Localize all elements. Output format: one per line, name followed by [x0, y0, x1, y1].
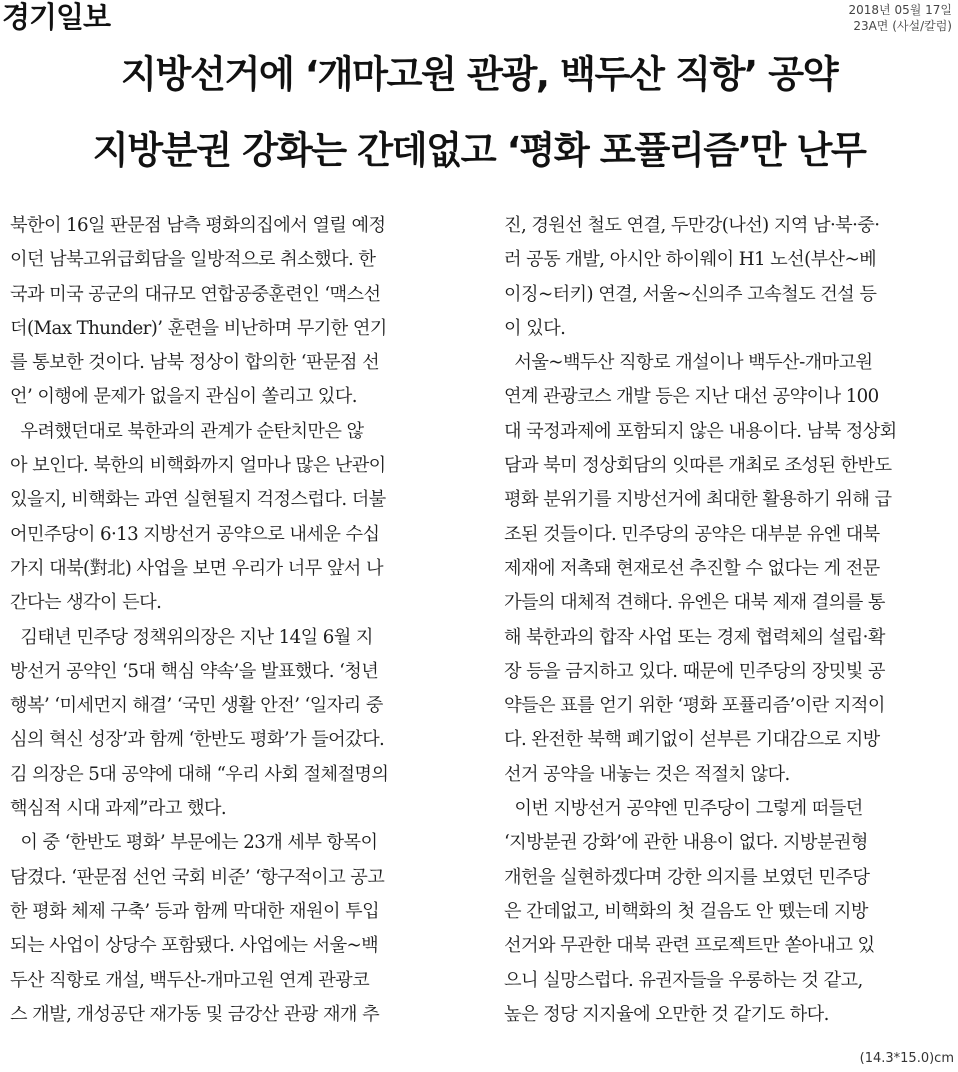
- article-text-line: ‘지방분권 강화’에 관한 내용이 없다. 지방분권형: [504, 832, 868, 854]
- article-text-line: 되는 사업이 상당수 포함됐다. 사업에는 서울~백: [10, 935, 379, 957]
- article-text-line: 높은 정당 지지율에 오만한 것 같기도 하다.: [504, 1003, 829, 1025]
- article-text-line: 선거 공약을 내놓는 것은 적절치 않다.: [504, 763, 790, 785]
- article-text-line: 은 간데없고, 비핵화의 첫 걸음도 안 뗐는데 지방: [504, 900, 868, 922]
- article-text-line: 해 북한과의 합작 사업 또는 경제 협력체의 설립·확: [504, 626, 885, 648]
- article-text-line: 한 평화 체제 구축’ 등과 함께 막대한 재원이 투입: [10, 900, 380, 922]
- article-text-line: 이징~터키) 연결, 서울~신의주 고속철도 건설 등: [504, 283, 877, 305]
- article-text-line: 국과 미국 공군의 대규모 연합공중훈련인 ‘맥스선: [10, 283, 381, 305]
- article-text-line: 대 국정과제에 포함되지 않은 내용이다. 남북 정상회: [504, 420, 897, 442]
- article-text-line: 개헌을 실현하겠다며 강한 의지를 보였던 민주당: [504, 866, 870, 888]
- article-text-line: 심의 혁신 성장’과 함께 ‘한반도 평화’가 들어갔다.: [10, 729, 385, 751]
- article-text-line: 서울~백두산 직항로 개설이나 백두산-개마고원: [504, 352, 873, 374]
- article-text-line: 이 있다.: [504, 317, 566, 339]
- article-text-line: 핵심적 시대 과제”라고 했다.: [10, 798, 227, 820]
- article-text-line: 가들의 대체적 견해다. 유엔은 대북 제재 결의를 통: [504, 592, 885, 614]
- article-text-line: 담과 북미 정상회담의 잇따른 개최로 조성된 한반도: [504, 455, 892, 477]
- article-text-line: 연계 관광코스 개발 등은 지난 대선 공약이나 100: [504, 386, 879, 408]
- article-meta: [849, 2, 952, 34]
- article-text-line: 김태년 민주당 정책위의장은 지난 14일 6월 지: [10, 626, 373, 648]
- article-text-line: 이 중 ‘한반도 평화’ 부문에는 23개 세부 항목이: [10, 832, 378, 854]
- article-text-line: 두산 직항로 개설, 백두산-개마고원 연계 관광코: [10, 969, 370, 991]
- article-size: (14.3*15.0)cm: [859, 1051, 954, 1066]
- article-text-line: 방선거 공약인 ‘5대 핵심 약속’을 발표했다. ‘청년: [10, 660, 379, 682]
- article-text-line: 다. 완전한 북핵 폐기없이 섣부른 기대감으로 지방: [504, 729, 880, 751]
- article-text-line: 스 개발, 개성공단 재가동 및 금강산 관광 재개 추: [10, 1003, 380, 1025]
- article-text-line: 를 통보한 것이다. 남북 정상이 합의한 ‘판문점 선: [10, 352, 380, 374]
- article-text-line: 으니 실망스럽다. 유권자들을 우롱하는 것 같고,: [504, 969, 863, 991]
- article-text-line: 있을지, 비핵화는 과연 실현될지 걱정스럽다. 더불: [10, 489, 386, 511]
- article-text-line: 평화 분위기를 지방선거에 최대한 활용하기 위해 급: [504, 489, 892, 511]
- article-column-left: [10, 209, 458, 1032]
- article-text-line: 이던 남북고위급회담을 일방적으로 취소했다. 한: [10, 249, 376, 271]
- article-text-line: 선거와 무관한 대북 관련 프로젝트만 쏟아내고 있: [504, 935, 875, 957]
- article-text-line: 조된 것들이다. 민주당의 공약은 대부분 유엔 대북: [504, 523, 880, 545]
- article-text-line: 언’ 이행에 문제가 없을지 관심이 쏠리고 있다.: [10, 386, 357, 408]
- article-text-line: 가지 대북(對北) 사업을 보면 우리가 너무 앞서 나: [10, 557, 383, 579]
- headline-line-2: 지방분권 강화는 간데없고 ‘평화 포퓰리즘’만 난무: [92, 128, 866, 172]
- article-text-line: 러 공동 개발, 아시안 하이웨이 H1 노선(부산~베: [504, 249, 877, 271]
- article-text-line: 김 의장은 5대 공약에 대해 “우리 사회 절체절명의: [10, 763, 389, 785]
- article-text-line: 우려했던대로 북한과의 관계가 순탄치만은 않: [10, 420, 364, 442]
- article-text-line: 이번 지방선거 공약엔 민주당이 그렇게 떠들던: [504, 798, 863, 820]
- article-text-line: 제재에 저촉돼 현재로선 추진할 수 없다는 게 전문: [504, 557, 880, 579]
- newspaper-logo: 경기일보: [2, 0, 111, 34]
- article-text-line: 아 보인다. 북한의 비핵화까지 얼마나 많은 난관이: [10, 455, 386, 477]
- article-column-right: [504, 209, 956, 1032]
- article-text-line: 어민주당이 6·13 지방선거 공약으로 내세운 수십: [10, 523, 380, 545]
- article-text-line: 더(Max Thunder)’ 훈련을 비난하며 무기한 연기: [10, 317, 387, 339]
- publication-date: 2018년 05월 17일: [848, 3, 952, 17]
- article-text-line: 행복’ ‘미세먼지 해결’ ‘국민 생활 안전’ ‘일자리 중: [10, 695, 383, 717]
- article-text-line: 북한이 16일 판문점 남측 평화의집에서 열릴 예정: [10, 215, 386, 236]
- article-text-line: 담겼다. ‘판문점 선언 국회 비준’ ‘항구적이고 공고: [10, 866, 385, 888]
- article-text-line: 장 등을 금지하고 있다. 때문에 민주당의 장밋빛 공: [504, 660, 885, 682]
- headline-line-1: 지방선거에 ‘개마고원 관광, 백두산 직항’ 공약: [120, 52, 838, 96]
- page-section: 23A면 (사설/칼럼): [853, 19, 952, 33]
- article-text-line: 진, 경원선 철도 연결, 두만강(나선) 지역 남·북·중·: [504, 215, 880, 236]
- article-text-line: 간다는 생각이 든다.: [10, 592, 162, 614]
- article-text-line: 약들은 표를 얻기 위한 ‘평화 포퓰리즘’이란 지적이: [504, 695, 885, 717]
